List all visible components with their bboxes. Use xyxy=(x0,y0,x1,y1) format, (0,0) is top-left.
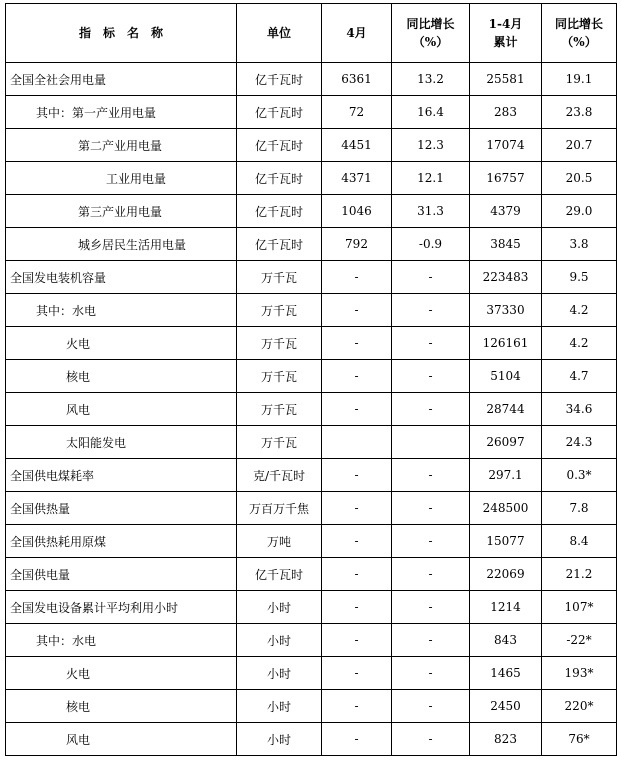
month-value-cell: 6361 xyxy=(322,63,392,96)
month-value-cell: - xyxy=(322,294,392,327)
indicator-name-cell: 火电 xyxy=(6,657,237,690)
cumulative-value-cell: 17074 xyxy=(470,129,542,162)
month-yoy-cell: - xyxy=(392,327,470,360)
cumulative-yoy-cell: 0.3* xyxy=(542,459,617,492)
indicator-name-cell: 全国供电量 xyxy=(6,558,237,591)
cumulative-yoy-cell: 193* xyxy=(542,657,617,690)
table-row xyxy=(6,393,617,426)
header-cumulative-yoy-line1: 同比增长 xyxy=(554,17,603,31)
indicator-name-cell: 其中：水电 xyxy=(6,294,237,327)
month-yoy-cell xyxy=(392,426,470,459)
unit-cell: 亿千瓦时 xyxy=(237,162,322,195)
cumulative-yoy-cell: 24.3 xyxy=(542,426,617,459)
table-row xyxy=(6,657,617,690)
unit-cell: 小时 xyxy=(237,690,322,723)
table-row xyxy=(6,162,617,195)
table-row xyxy=(6,360,617,393)
indicator-name-cell: 太阳能发电 xyxy=(6,426,237,459)
month-yoy-cell: - xyxy=(392,360,470,393)
header-cumulative-yoy xyxy=(542,4,617,63)
unit-cell: 万千瓦 xyxy=(237,261,322,294)
month-yoy-cell: - xyxy=(392,657,470,690)
cumulative-value-cell: 2450 xyxy=(470,690,542,723)
month-value-cell: - xyxy=(322,591,392,624)
month-value-cell: 4371 xyxy=(322,162,392,195)
indicator-name-cell: 全国全社会用电量 xyxy=(6,63,237,96)
month-yoy-cell: 13.2 xyxy=(392,63,470,96)
cumulative-value-cell: 1465 xyxy=(470,657,542,690)
cumulative-value-cell: 25581 xyxy=(470,63,542,96)
header-indicator-name: 指 标 名 称 xyxy=(6,4,237,63)
unit-cell: 万吨 xyxy=(237,525,322,558)
cumulative-yoy-cell: 3.8 xyxy=(542,228,617,261)
month-value-cell: 792 xyxy=(322,228,392,261)
cumulative-yoy-cell: 29.0 xyxy=(542,195,617,228)
cumulative-yoy-cell: 7.8 xyxy=(542,492,617,525)
month-value-cell: 72 xyxy=(322,96,392,129)
cumulative-value-cell: 3845 xyxy=(470,228,542,261)
cumulative-yoy-cell: 107* xyxy=(542,591,617,624)
indicator-name-cell: 核电 xyxy=(6,360,237,393)
header-month-yoy-line2: （%） xyxy=(412,35,449,49)
header-month: 4月 xyxy=(322,4,392,63)
month-yoy-cell: - xyxy=(392,558,470,591)
header-month-yoy-line1: 同比增长 xyxy=(406,17,455,31)
indicator-name-cell: 核电 xyxy=(6,690,237,723)
header-month-yoy xyxy=(392,4,470,63)
cumulative-value-cell: 823 xyxy=(470,723,542,756)
unit-cell: 万百万千焦 xyxy=(237,492,322,525)
indicator-name-cell: 全国供热量 xyxy=(6,492,237,525)
cumulative-yoy-cell: 34.6 xyxy=(542,393,617,426)
month-yoy-cell: - xyxy=(392,624,470,657)
month-value-cell: - xyxy=(322,327,392,360)
table-row xyxy=(6,723,617,756)
table-row xyxy=(6,492,617,525)
table-row xyxy=(6,63,617,96)
cumulative-value-cell: 126161 xyxy=(470,327,542,360)
cumulative-yoy-cell: 20.7 xyxy=(542,129,617,162)
month-value-cell: - xyxy=(322,261,392,294)
indicator-name-cell: 第二产业用电量 xyxy=(6,129,237,162)
unit-cell: 万千瓦 xyxy=(237,393,322,426)
month-yoy-cell: 12.1 xyxy=(392,162,470,195)
cumulative-value-cell: 1214 xyxy=(470,591,542,624)
table-row xyxy=(6,294,617,327)
month-value-cell: 4451 xyxy=(322,129,392,162)
unit-cell: 亿千瓦时 xyxy=(237,558,322,591)
cumulative-yoy-cell: -22* xyxy=(542,624,617,657)
indicator-name-cell: 第三产业用电量 xyxy=(6,195,237,228)
table-row xyxy=(6,558,617,591)
cumulative-value-cell: 248500 xyxy=(470,492,542,525)
table-row xyxy=(6,426,617,459)
indicator-name-cell: 全国发电设备累计平均利用小时 xyxy=(6,591,237,624)
month-yoy-cell: - xyxy=(392,294,470,327)
month-value-cell: - xyxy=(322,360,392,393)
cumulative-value-cell: 223483 xyxy=(470,261,542,294)
cumulative-yoy-cell: 23.8 xyxy=(542,96,617,129)
month-value-cell xyxy=(322,426,392,459)
indicator-name-cell: 其中：第一产业用电量 xyxy=(6,96,237,129)
cumulative-yoy-cell: 4.7 xyxy=(542,360,617,393)
cumulative-value-cell: 37330 xyxy=(470,294,542,327)
month-value-cell: - xyxy=(322,558,392,591)
unit-cell: 亿千瓦时 xyxy=(237,129,322,162)
table-row xyxy=(6,327,617,360)
table-row xyxy=(6,459,617,492)
month-value-cell: - xyxy=(322,459,392,492)
cumulative-value-cell: 28744 xyxy=(470,393,542,426)
cumulative-yoy-cell: 21.2 xyxy=(542,558,617,591)
cumulative-yoy-cell: 76* xyxy=(542,723,617,756)
cumulative-value-cell: 283 xyxy=(470,96,542,129)
cumulative-value-cell: 5104 xyxy=(470,360,542,393)
cumulative-value-cell: 16757 xyxy=(470,162,542,195)
indicator-name-cell: 火电 xyxy=(6,327,237,360)
indicator-name-cell: 城乡居民生活用电量 xyxy=(6,228,237,261)
cumulative-value-cell: 297.1 xyxy=(470,459,542,492)
cumulative-value-cell: 15077 xyxy=(470,525,542,558)
cumulative-value-cell: 22069 xyxy=(470,558,542,591)
cumulative-yoy-cell: 9.5 xyxy=(542,261,617,294)
month-yoy-cell: - xyxy=(392,690,470,723)
indicator-name-cell: 其中：水电 xyxy=(6,624,237,657)
month-value-cell: - xyxy=(322,657,392,690)
header-cumulative-yoy-line2: （%） xyxy=(561,35,597,49)
month-yoy-cell: - xyxy=(392,591,470,624)
unit-cell: 万千瓦 xyxy=(237,327,322,360)
cumulative-value-cell: 4379 xyxy=(470,195,542,228)
month-yoy-cell: -0.9 xyxy=(392,228,470,261)
table-row xyxy=(6,624,617,657)
month-value-cell: - xyxy=(322,723,392,756)
table-header-row xyxy=(6,4,617,63)
cumulative-value-cell: 843 xyxy=(470,624,542,657)
month-yoy-cell: 12.3 xyxy=(392,129,470,162)
cumulative-yoy-cell: 8.4 xyxy=(542,525,617,558)
unit-cell: 万千瓦 xyxy=(237,294,322,327)
month-value-cell: 1046 xyxy=(322,195,392,228)
month-yoy-cell: - xyxy=(392,723,470,756)
cumulative-yoy-cell: 4.2 xyxy=(542,327,617,360)
unit-cell: 小时 xyxy=(237,723,322,756)
header-unit: 单位 xyxy=(237,4,322,63)
table-row xyxy=(6,591,617,624)
electricity-statistics-table xyxy=(5,3,617,756)
month-yoy-cell: 16.4 xyxy=(392,96,470,129)
unit-cell: 亿千瓦时 xyxy=(237,63,322,96)
header-cumulative xyxy=(470,4,542,63)
unit-cell: 小时 xyxy=(237,591,322,624)
table-body xyxy=(6,63,617,756)
unit-cell: 亿千瓦时 xyxy=(237,228,322,261)
unit-cell: 亿千瓦时 xyxy=(237,195,322,228)
cumulative-yoy-cell: 220* xyxy=(542,690,617,723)
month-yoy-cell: - xyxy=(392,525,470,558)
month-value-cell: - xyxy=(322,624,392,657)
indicator-name-cell: 全国供电煤耗率 xyxy=(6,459,237,492)
month-yoy-cell: 31.3 xyxy=(392,195,470,228)
month-value-cell: - xyxy=(322,393,392,426)
month-yoy-cell: - xyxy=(392,459,470,492)
cumulative-value-cell: 26097 xyxy=(470,426,542,459)
unit-cell: 万千瓦 xyxy=(237,426,322,459)
month-yoy-cell: - xyxy=(392,393,470,426)
table-row xyxy=(6,195,617,228)
indicator-name-cell: 全国发电装机容量 xyxy=(6,261,237,294)
table-row xyxy=(6,228,617,261)
indicator-name-cell: 风电 xyxy=(6,393,237,426)
month-yoy-cell: - xyxy=(392,261,470,294)
unit-cell: 万千瓦 xyxy=(237,360,322,393)
unit-cell: 小时 xyxy=(237,624,322,657)
cumulative-yoy-cell: 20.5 xyxy=(542,162,617,195)
cumulative-yoy-cell: 4.2 xyxy=(542,294,617,327)
unit-cell: 亿千瓦时 xyxy=(237,96,322,129)
cumulative-yoy-cell: 19.1 xyxy=(542,63,617,96)
table-row xyxy=(6,525,617,558)
month-yoy-cell: - xyxy=(392,492,470,525)
header-cumulative-line1: 1-4月 xyxy=(488,17,523,31)
table-row xyxy=(6,690,617,723)
month-value-cell: - xyxy=(322,492,392,525)
table-row xyxy=(6,261,617,294)
unit-cell: 小时 xyxy=(237,657,322,690)
unit-cell: 克/千瓦时 xyxy=(237,459,322,492)
table-row xyxy=(6,129,617,162)
table-row xyxy=(6,96,617,129)
month-value-cell: - xyxy=(322,525,392,558)
indicator-name-cell: 工业用电量 xyxy=(6,162,237,195)
indicator-name-cell: 全国供热耗用原煤 xyxy=(6,525,237,558)
month-value-cell: - xyxy=(322,690,392,723)
indicator-name-cell: 风电 xyxy=(6,723,237,756)
header-cumulative-line2: 累计 xyxy=(493,35,518,49)
